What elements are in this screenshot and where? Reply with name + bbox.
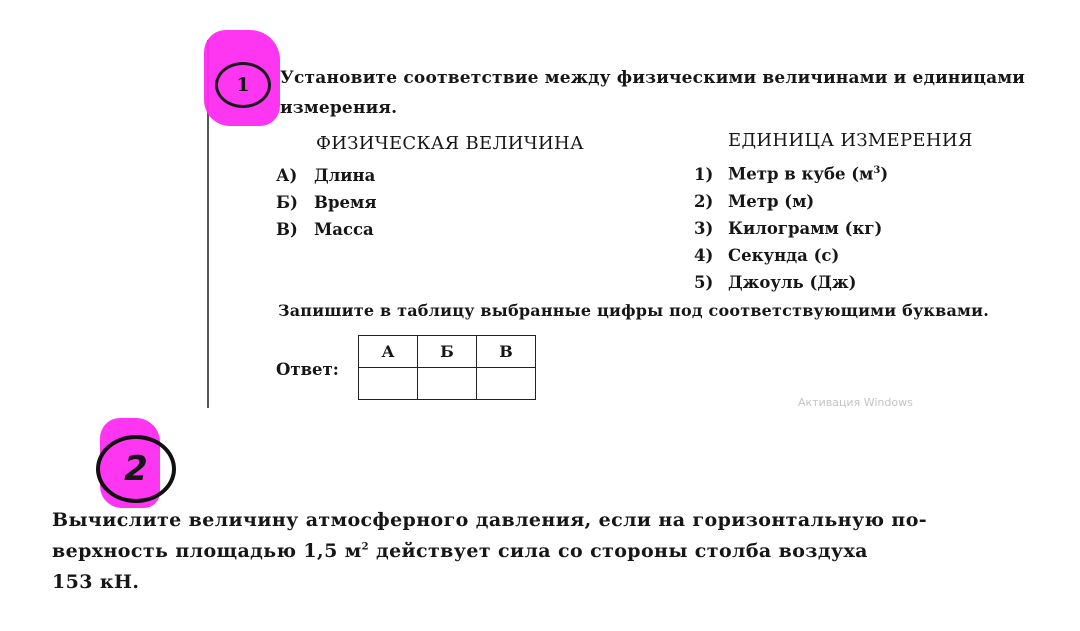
- quantity-list: [276, 162, 377, 243]
- unit-list: [694, 157, 888, 296]
- list-item: 2) Метр (м): [694, 191, 815, 211]
- task-2-number: 2: [96, 435, 176, 503]
- unit-header: ЕДИНИЦА ИЗМЕРЕНИЯ: [728, 130, 973, 151]
- answer-table: [358, 335, 536, 400]
- list-item: Б) Время: [276, 193, 377, 212]
- quantity-header: ФИЗИЧЕСКАЯ ВЕЛИЧИНА: [316, 133, 584, 154]
- instruction-text: Запишите в таблицу выбранные цифры под соответствующими буквами.: [278, 301, 989, 320]
- task-2-text-line-3: 153 кН.: [52, 571, 140, 593]
- answer-label: Ответ:: [276, 360, 339, 379]
- task-1-number: 1: [215, 62, 271, 108]
- task-1-text-line-2: измерения.: [280, 98, 398, 118]
- list-item: В) Масса: [276, 220, 374, 239]
- task-2-text-line-1: Вычислите величину атмосферного давления, если на горизонтальную по-: [52, 509, 928, 531]
- answer-header-v: В: [477, 336, 536, 368]
- answer-header-a: А: [359, 336, 418, 368]
- list-item: 3) Килограмм (кг): [694, 218, 883, 238]
- answer-cell-v[interactable]: [477, 368, 536, 400]
- list-item: 1) Метр в кубе $(м^3)$: [694, 164, 889, 184]
- list-item: 4) Секунда (с): [694, 245, 840, 265]
- list-item: А) Длина: [276, 166, 376, 185]
- task-1-text-line-1: Установите соответствие между физическими величинами и единицами: [280, 68, 1026, 88]
- task-2-text-line-2: верхность площадью 1,5 $м^2$ действует сила со стороны столба воздуха: [52, 540, 868, 562]
- answer-cell-a[interactable]: [359, 368, 418, 400]
- list-item: 5) Джоуль (Дж): [694, 272, 857, 292]
- windows-activation-watermark: Активация Windows: [798, 396, 913, 409]
- answer-header-b: Б: [418, 336, 477, 368]
- answer-cell-b[interactable]: [418, 368, 477, 400]
